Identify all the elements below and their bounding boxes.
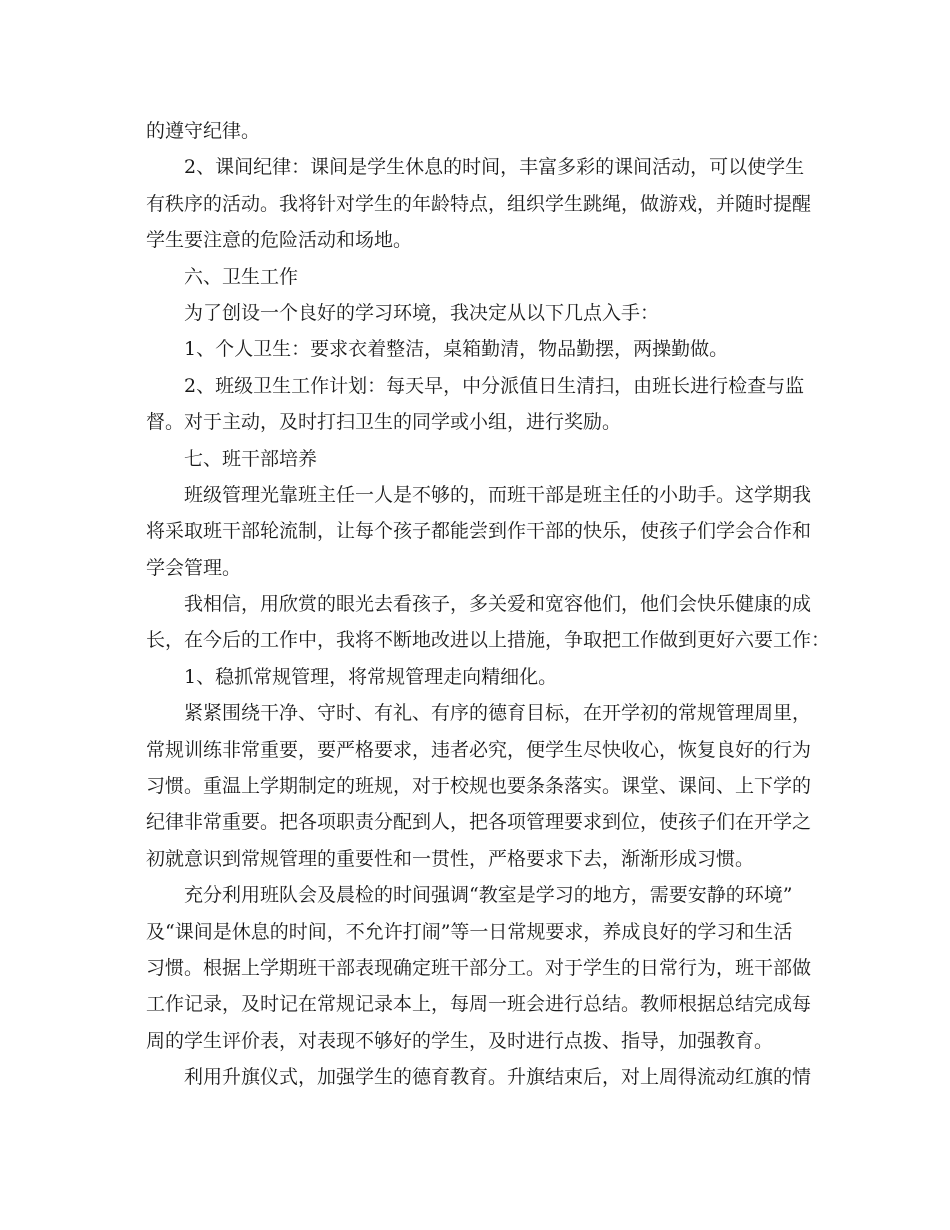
text-line: 学生要注意的危险活动和场地。 xyxy=(146,229,413,252)
text-line: 常规训练非常重要，要严格要求，违者必究，便学生尽快收心，恢复良好的行为 xyxy=(146,738,812,761)
text-line: 1、个人卫生：要求衣着整洁，桌箱勤清，物品勤摆，两操勤做。 xyxy=(184,338,729,361)
text-line: 2、课间纪律：课间是学生休息的时间，丰富多彩的课间活动，可以使学生 xyxy=(184,156,805,179)
text-line: 充分利用班队会及晨检的时间强调“教室是学习的地方，需要安静的环境” xyxy=(184,884,793,907)
text-line: 及“课间是休息的时间，不允许打闹”等一日常规要求，养成良好的学习和生活 xyxy=(146,920,793,943)
text-line: 长，在今后的工作中，我将不断地改进以上措施，争取把工作做到更好六要工作： xyxy=(146,629,831,652)
text-line: 六、卫生工作 xyxy=(184,265,299,288)
text-line: 1、稳抓常规管理，将常规管理走向精细化。 xyxy=(184,665,558,688)
text-line: 纪律非常重要。把各项职责分配到人，把各项管理要求到位，使孩子们在开学之 xyxy=(146,811,812,834)
text-line: 七、班干部培养 xyxy=(184,447,318,470)
text-line: 习惯。重温上学期制定的班规，对于校规也要条条落实。课堂、课间、上下学的 xyxy=(146,775,812,798)
text-line: 紧紧围绕干净、守时、有礼、有序的德育目标，在开学初的常规管理周里， xyxy=(184,702,812,725)
text-line: 利用升旗仪式，加强学生的德育教育。升旗结束后，对上周得流动红旗的情 xyxy=(184,1066,812,1089)
text-line: 2、班级卫生工作计划：每天早，中分派值日生清扫，由班长进行检查与监 xyxy=(184,374,805,397)
text-line: 周的学生评价表，对表现不够好的学生，及时进行点拨、指导，加强教育。 xyxy=(146,1029,774,1052)
text-line: 学会管理。 xyxy=(146,556,242,579)
text-line: 的遵守纪律。 xyxy=(146,120,261,142)
text-line: 为了创设一个良好的学习环境，我决定从以下几点入手： xyxy=(184,301,660,324)
text-line: 工作记录，及时记在常规记录本上，每周一班会进行总结。教师根据总结完成每 xyxy=(146,993,812,1016)
text-line: 督。对于主动，及时打扫卫生的同学或小组，进行奖励。 xyxy=(146,411,622,434)
document-body xyxy=(146,113,831,1096)
text-line: 有秩序的活动。我将针对学生的年龄特点，组织学生跳绳，做游戏，并随时提醒 xyxy=(146,192,812,215)
text-line: 班级管理光靠班主任一人是不够的，而班干部是班主任的小助手。这学期我 xyxy=(184,483,812,506)
text-line: 将采取班干部轮流制，让每个孩子都能尝到作干部的快乐，使孩子们学会合作和 xyxy=(146,520,812,543)
text-line: 我相信，用欣赏的眼光去看孩子，多关爱和宽容他们，他们会快乐健康的成 xyxy=(184,593,812,616)
text-line: 初就意识到常规管理的重要性和一贯性，严格要求下去，渐渐形成习惯。 xyxy=(146,847,755,870)
text-line: 习惯。根据上学期班干部表现确定班干部分工。对于学生的日常行为，班干部做 xyxy=(146,956,812,979)
